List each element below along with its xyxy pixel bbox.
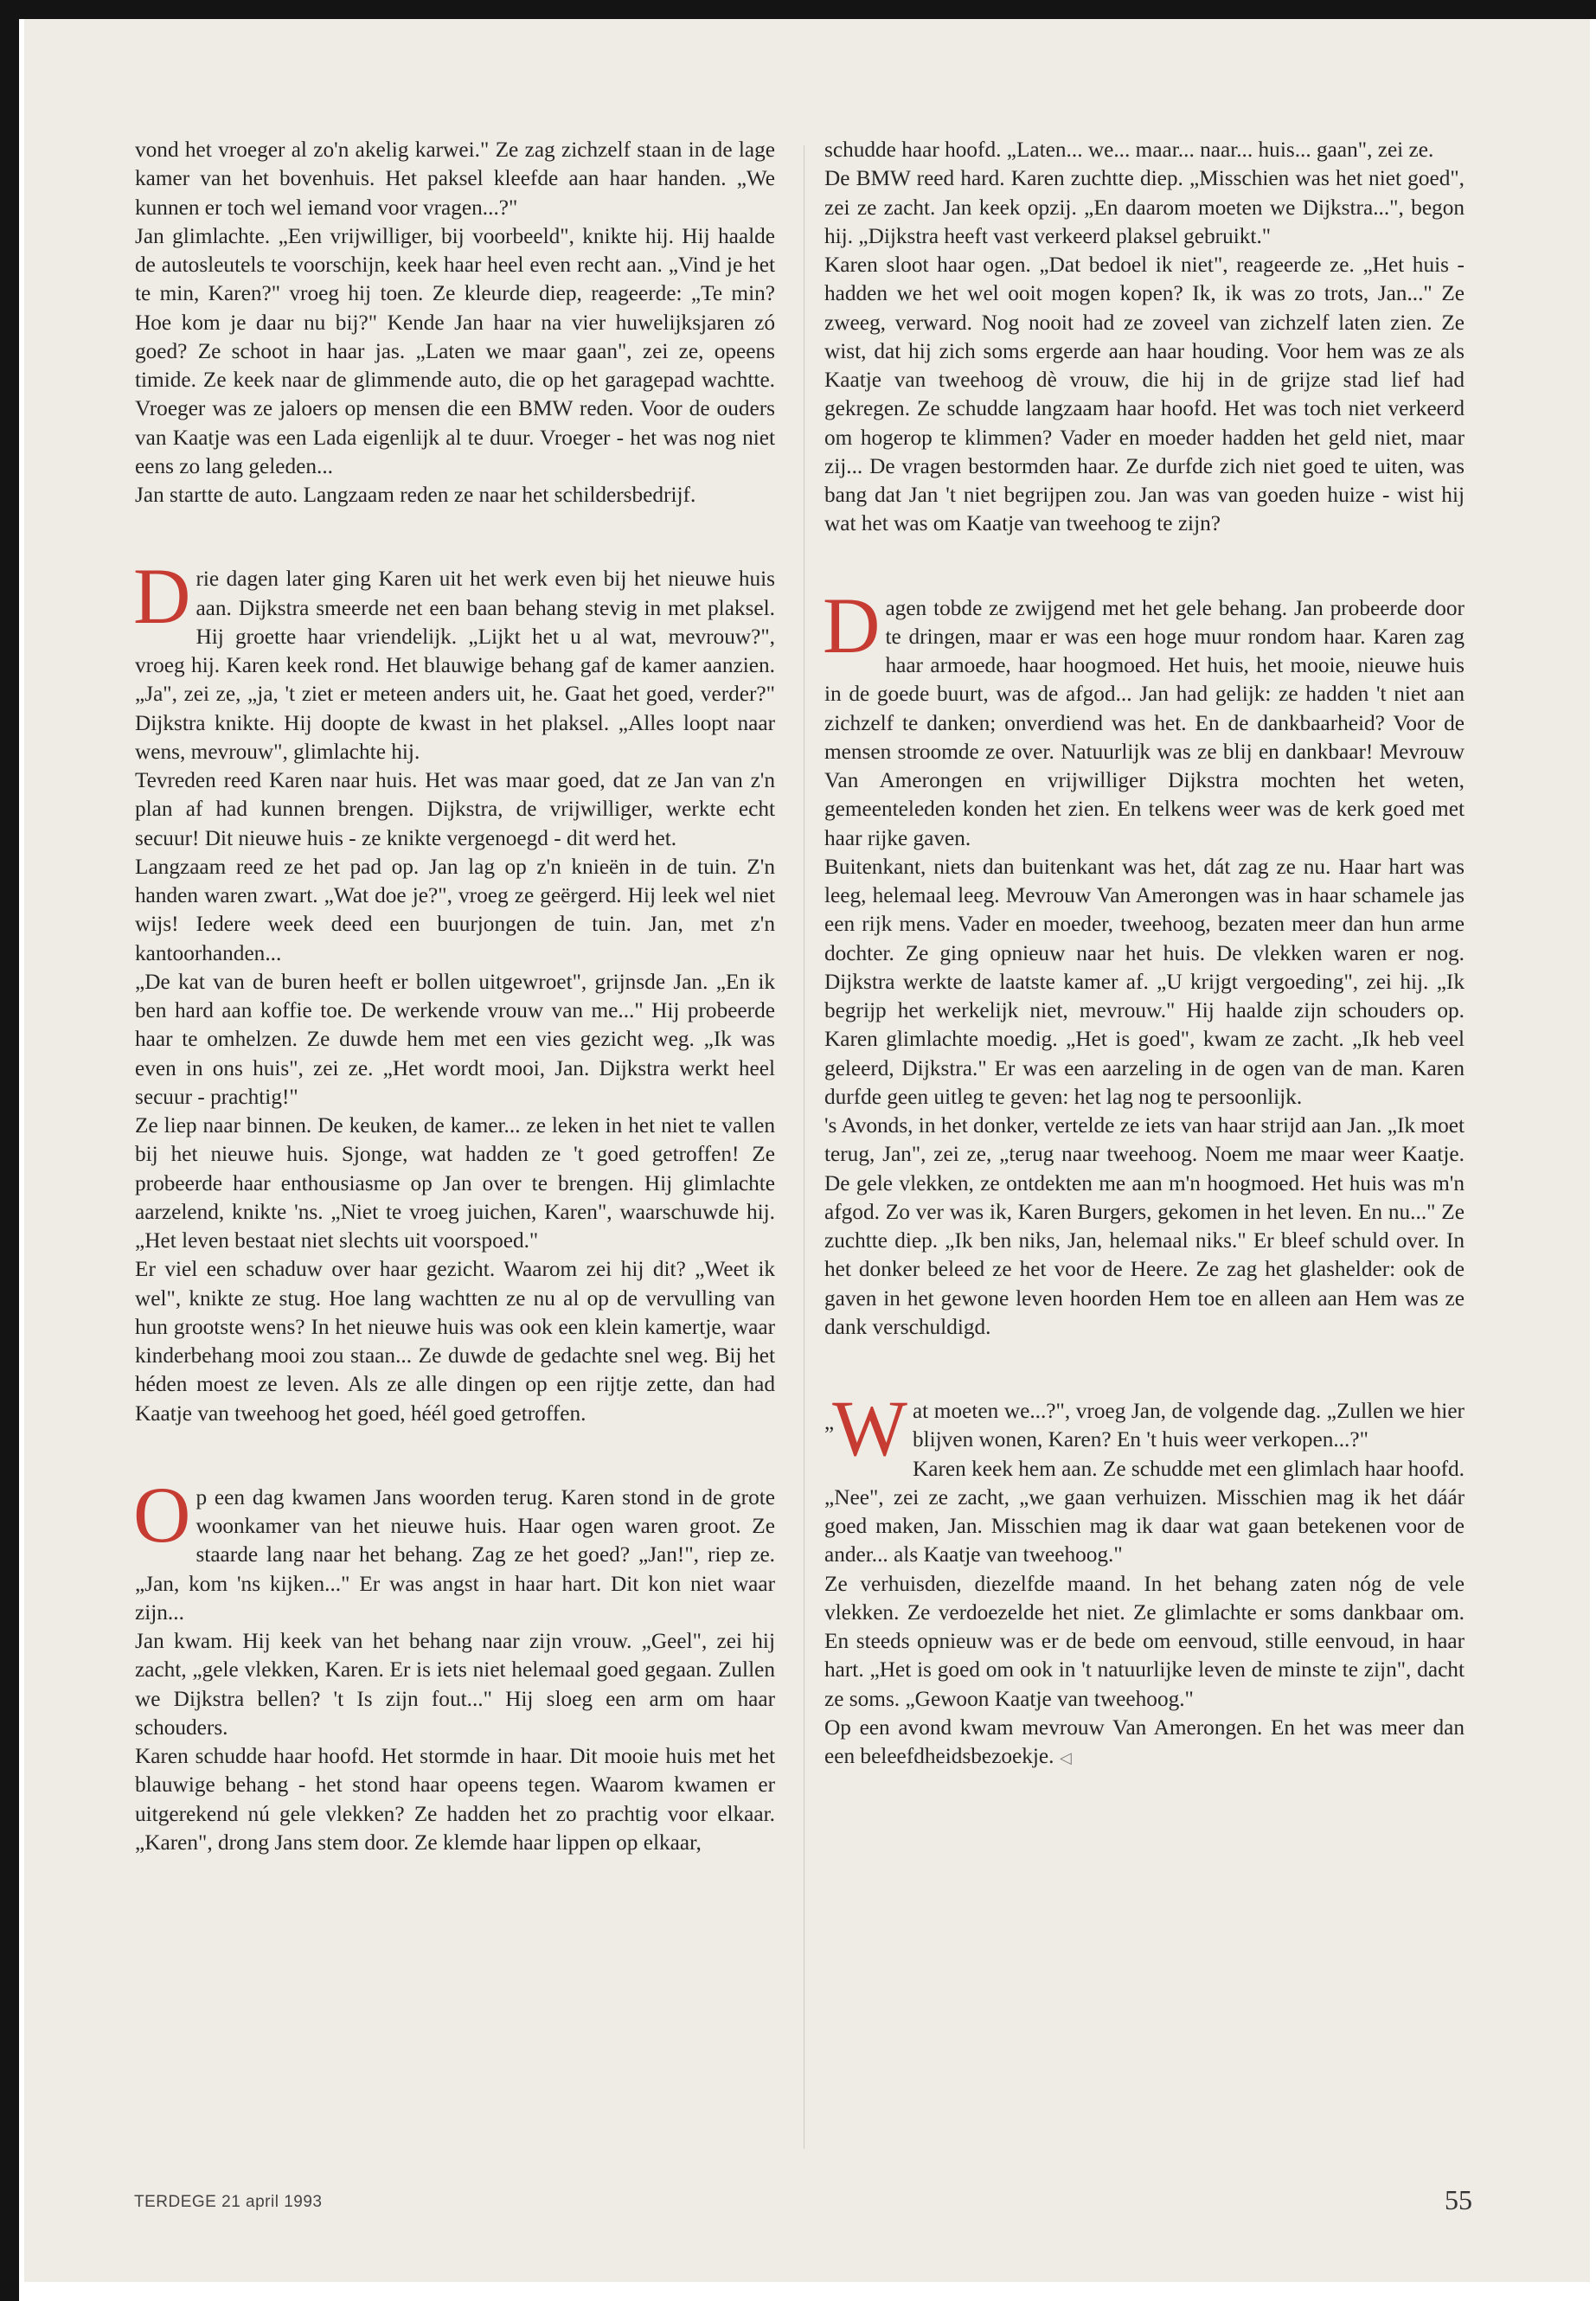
paragraph: 's Avonds, in het donker, vertelde ze iets van haar strijd aan Jan. „Ik moet terug, Jan", zei ze, „terug naar tweehoog. Noem me maar weer Kaatje. De gele vlekken, ze ontdekten me aan m'n hoogmoed. Het huis was m'n afgod. Zo ver was ik, Karen Burgers, gekomen in het leven. En nu..." Ze zuchtte diep. „Ik ben niks, Jan, helemaal niks." Er bleef schuld over. In het donker beleed ze het voor de Heere. Ze zag het glashelder: ook de gaven in het gewone leven hoorden Hem toe en alleen aan Hem was ze dank verschuldigd.: [824, 1113, 1465, 1339]
paragraph: Karen sloot haar ogen. „Dat bedoel ik niet", reageerde ze. „Het huis - hadden we het wel ooit mogen kopen? Ik, ik was zo trots, Jan..." Ze zweeg, verward. Nog nooit had ze zoveel van zichzelf laten zien. Ze wist, dat hij zich soms ergerde aan haar houding. Voor hem was ze als Kaatje van tweehoog dè vrouw, die hij in de grijze stad lief had gekregen. Ze schudde langzaam haar hoofd. Het was toch niet verkeerd om hogerop te klimmen? Vader en moeder hadden het geld niet, maar zij... De vragen bestormden haar. Ze durfde zich niet goed te uiten, was bang dat Jan 't niet begrijpen zou. Jan was van goeden huize - wist hij wat het was om Kaatje van tweehoog te zijn?: [824, 253, 1465, 536]
paragraph: Jan startte de auto. Langzaam reden ze naar het schildersbedrijf.: [135, 483, 696, 507]
paragraph-text: agen tobde ze zwijgend met het gele behang. Jan probeerde door te dringen, maar er was een hoge muur rondom haar. Karen zag haar armoede, haar hoogmoed. Het huis, het mooie, nieuwe huis in de goede buurt, was de afgod... Jan had gelijk: ze hadden 't niet aan zichzelf te danken; onverdiend was het. En de dankbaarheid? Voor de mensen stroomde ze over. Natuurlijk was ze blij en dankbaar! Mevrouw Van Amerongen en vrijwilliger Dijkstra mochten het weten, gemeenteleden konden het zien. En telkens weer was de kerk goed met haar rijke gaven.: [824, 595, 1465, 850]
paragraph: De BMW reed hard. Karen zuchtte diep. „Misschien was het niet goed", zei ze zacht. Jan keek opzij. „En daarom moeten we Dijkstra...", begon hij. „Dijkstra heeft vast verkeerd plaksel gebruikt.": [824, 166, 1465, 248]
paragraph: Karen keek hem aan. Ze schudde met een glimlach haar hoofd. „Nee", zei ze zacht, „we gaan verhuizen. Misschien mag ik het dáár goed maken, Jan. Misschien mag ik daar wat gaan betekenen voor de ander... als Kaatje van tweehoog.": [824, 1456, 1465, 1567]
closing-paragraph: [824, 1714, 1465, 1773]
section-spacer: [824, 539, 1465, 594]
paragraph: Ze verhuisden, diezelfde maand. In het behang zaten nóg de vele vlekken. Ze verdoezelde het niet. Ze glimlachte er soms dankbaar om. En steeds opnieuw was er de bede om eenvoud, stille eenvoud, in haar hart. „Het is goed om ook in 't natuurlijke leven de minste te zijn", dacht ze soms. „Gewoon Kaatje van tweehoog.": [824, 1571, 1465, 1711]
page-number: 55: [1445, 2184, 1472, 2215]
paragraph: Jan glimlachte. „Een vrijwilliger, bij voorbeeld", knikte hij. Hij haalde de autosleutels te voorschijn, keek haar heel even recht aan. „Vind je het te min, Karen?" vroeg hij toen. Ze kleurde diep, reageerde: „Te min? Hoe kom je daar nu bij?" Kende Jan haar na vier huwelijksjaren zó goed? Ze schoot in haar jas. „Laten we maar gaan", zei ze, opeens timide. Ze keek naar de glimmende auto, die op het garagepad wachtte. Vroeger was ze jaloers op mensen die een BMW reden. Voor de ouders van Kaatje was een Lada eigenlijk al te duur. Vroeger - het was nog niet eens zo lang geleden...: [135, 223, 775, 478]
paragraph: Er viel een schaduw over haar gezicht. Waarom zei hij dit? „Weet ik wel", knikte ze stug. Hoe lang wachtten ze nu al op de vervulling van hun grootste wens? In het nieuwe huis was ook een klein kamertje, waar kinderbehang mooi zou staan... Ze duwde de gedachte snel weg. Bij het héden moest ze leven. Als ze alle dingen op een rijtje zette, dan had Kaatje van tweehoog het goed, héél goed getroffen.: [135, 1257, 775, 1426]
section-opening-paragraph: [823, 580, 1465, 853]
paragraph: schudde haar hoofd. „Laten... we... maar... naar... huis... gaan", zei ze.: [824, 138, 1434, 162]
scan-border-left: [0, 0, 19, 2301]
drop-cap: O: [133, 1470, 191, 1559]
paragraph-text: Op een avond kwam mevrouw Van Amerongen. En het was meer dan een beleefdheidsbezoekje.: [824, 1715, 1465, 1768]
section-spacer: [135, 510, 775, 565]
section-spacer: [824, 1342, 1465, 1397]
drop-cap: D: [133, 552, 191, 641]
section-opening-paragraph: [824, 1384, 1465, 1472]
left-text-column: [135, 136, 775, 1857]
right-text-column: [824, 136, 1465, 1772]
section-opening-paragraph: [133, 552, 775, 766]
opening-quote-mark: „: [824, 1411, 835, 1434]
paragraph-text: p een dag kwamen Jans woorden terug. Karen stond in de grote woonkamer van het nieuwe huis. Haar ogen waren groot. Ze staarde lang naar het behang. Zag ze het goed? „Jan!", riep ze. „Jan, kom 'ns kijken..." Er was angst in haar hart. Dit kon niet waar zijn...: [135, 1484, 775, 1625]
paragraph: „De kat van de buren heeft er bollen uitgewroet", grijnsde Jan. „En ik ben hard aan koffie toe. De werkende vrouw van me..." Hij probeerde haar te omhelzen. Ze duwde hem met een vies gezicht weg. „Ik was even in ons huis", zei ze. „Het wordt mooi, Jan. Dijkstra werkt heel secuur - prachtig!": [135, 969, 775, 1109]
drop-cap: W: [832, 1384, 907, 1472]
paragraph: Ze liep naar binnen. De keuken, de kamer... ze leken in het niet te vallen bij het nieuwe huis. Sjonge, wat hadden ze 't goed getroffen! Ze probeerde haar enthousiasme op Jan over te brengen. Hij glimlachte aarzelend, knikte 'ns. „Niet te vroeg juichen, Karen", waarschuwde hij. „Het leven bestaat niet slechts uit voorspoed.": [135, 1113, 775, 1253]
paragraph: Buitenkant, niets dan buitenkant was het, dát zag ze nu. Haar hart was leeg, helemaal leeg. Mevrouw Van Amerongen was in haar schamele jas een rijk mens. Vader en moeder, tweehoog, bezaten meer dan hun arme dochter. Ze ging opnieuw naar het huis. De vlekken waren er nog. Dijkstra werkte de laatste kamer af. „U krijgt vergoeding", zei hij. „Ik begrijp het werkelijk niet, mevrouw." Hij haalde zijn schouders op. Karen glimlachte moedig. „Het is goed", kwam ze zacht. „Ik heb veel geleerd, Dijkstra." Er was een aarzeling in de ogen van de man. Karen durfde geen uitleg te geven: het lag nog te persoonlijk.: [824, 854, 1465, 1109]
paragraph: Karen schudde haar hoofd. Het stormde in haar. Dit mooie huis met het blauwige behang - het stond haar opeens tegen. Waarom kwamen er uitgerekend nú gele vlekken? Ze hadden het zo prachtig voor elkaar. „Karen", drong Jans stem door. Ze klemde haar lippen op elkaar,: [135, 1744, 775, 1855]
publication-footer: TERDEGE 21 april 1993: [134, 2193, 323, 2211]
drop-cap: D: [823, 580, 881, 670]
end-of-article-icon: ◁: [1059, 1749, 1072, 1766]
paragraph-text: rie dagen later ging Karen uit het werk even bij het nieuwe huis aan. Dijkstra smeerde net een baan behang stevig in met plaksel. Hij groette haar vriendelijk. „Lijkt het u al wat, mevrouw?", vroeg hij. Karen keek rond. Het blauwige behang gaf de kamer aanzien. „Ja", zei ze, „ja, 't ziet er meteen anders uit, he. Gaat het goed, verder?" Dijkstra knikte. Hij doopte de kwast in het plaksel. „Alles loopt naar wens, mevrouw", glimlachte hij.: [135, 567, 775, 764]
section-opening-paragraph: [133, 1470, 775, 1627]
paragraph: Langzaam reed ze het pad op. Jan lag op z'n knieën in de tuin. Z'n handen waren zwart. „Wat doe je?", vroeg ze geërgerd. Hij leek wel niet wijs! Iedere week deed een buurjongen de tuin. Jan, met z'n kantoorhanden...: [135, 854, 775, 965]
magazine-page: [24, 19, 1590, 2282]
scan-border-top: [0, 0, 1596, 19]
paragraph: Tevreden reed Karen naar huis. Het was maar goed, dat ze Jan van z'n plan af had kunnen brengen. Dijkstra, de vrijwilliger, werkte echt secuur! Dit nieuwe huis - ze knikte vergenoegd - dit werd het.: [135, 768, 775, 850]
section-spacer: [135, 1428, 775, 1484]
paragraph: Jan kwam. Hij keek van het behang naar zijn vrouw. „Geel", zei hij zacht, „gele vlekken, Karen. Er is iets niet helemaal goed gegaan. Zullen we Dijkstra bellen? 't Is zijn fout..." Hij sloeg een arm om haar schouders.: [135, 1629, 775, 1740]
paragraph-text: at moeten we...?", vroeg Jan, de volgende dag. „Zullen we hier blijven wonen, Karen? En 't huis weer verkopen...?": [912, 1399, 1465, 1452]
paragraph: vond het vroeger al zo'n akelig karwei." Ze zag zichzelf staan in de lage kamer van het bovenhuis. Het paksel kleefde aan haar handen. „We kunnen er toch wel iemand voor vragen...?": [135, 138, 775, 220]
